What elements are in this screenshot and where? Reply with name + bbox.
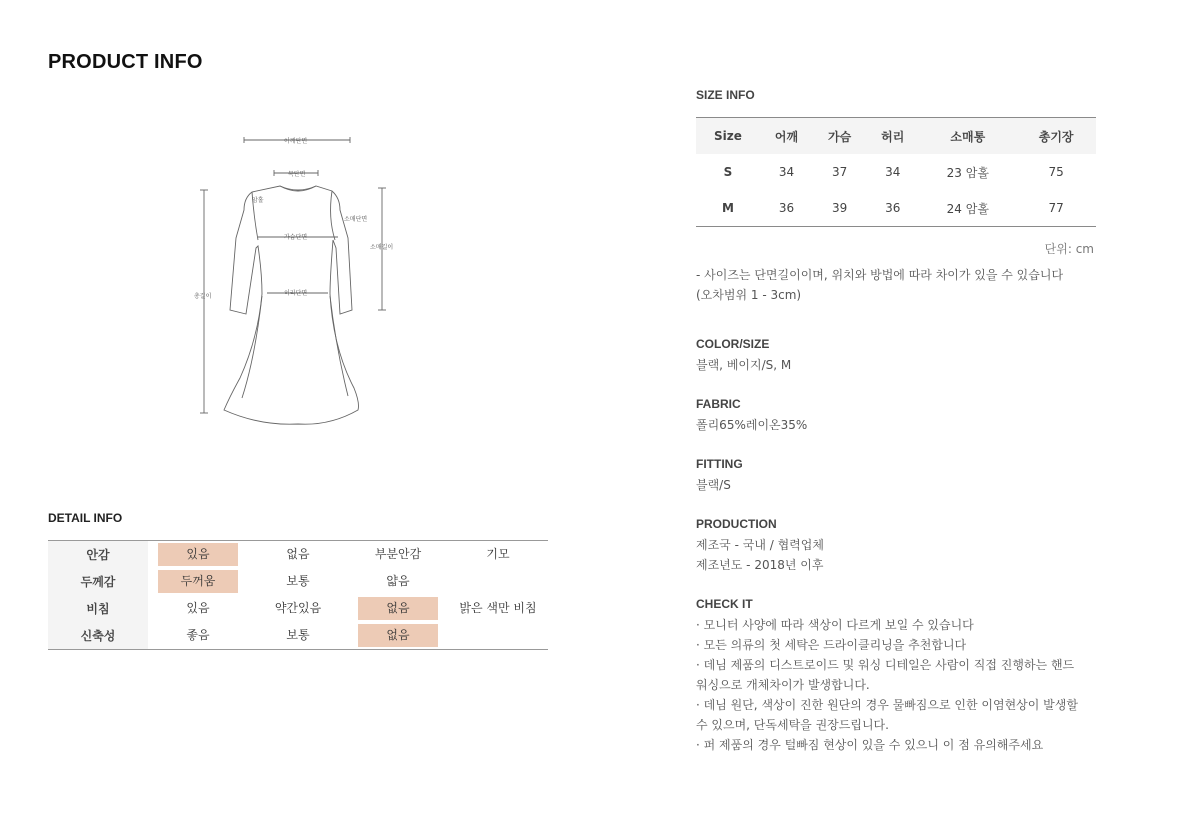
size-value-cell: 39 bbox=[831, 201, 848, 215]
check-it-line-5: · 데님 원단, 색상이 진한 원단의 경우 물빠짐으로 인한 이염현상이 발생할 bbox=[696, 698, 1078, 712]
detail-option-selected: 없음 bbox=[358, 624, 438, 647]
size-header-cell: 총기장 bbox=[1016, 118, 1096, 155]
color-size-title: COLOR/SIZE bbox=[696, 337, 770, 351]
production-title: PRODUCTION bbox=[696, 517, 777, 531]
size-value-cell: 23 암홀 bbox=[946, 165, 989, 180]
detail-row-label: 신축성 bbox=[48, 622, 148, 650]
check-it-line-6: 수 있으며, 단독세탁을 권장드립니다. bbox=[696, 718, 889, 732]
detail-option: 부분안감 bbox=[374, 547, 422, 561]
size-header-cell: Size bbox=[696, 118, 760, 155]
size-value-cell: 77 bbox=[1048, 201, 1064, 215]
detail-option: 좋음 bbox=[186, 628, 210, 642]
size-header-cell: 소매통 bbox=[919, 118, 1016, 155]
fitting-value: 블랙/S bbox=[696, 478, 731, 492]
detail-row-label: 안감 bbox=[48, 541, 148, 569]
detail-row-label: 비침 bbox=[48, 595, 148, 622]
chest-label: 가슴단면 bbox=[284, 234, 308, 241]
detail-option-cell bbox=[348, 568, 448, 595]
check-it-title: CHECK IT bbox=[696, 597, 753, 611]
production-line-2: 제조년도 - 2018년 이후 bbox=[696, 558, 824, 572]
detail-option-cell bbox=[448, 541, 548, 569]
page-title: PRODUCT INFO bbox=[48, 51, 203, 73]
detail-option-cell bbox=[148, 595, 248, 622]
detail-option-selected: 두꺼움 bbox=[158, 570, 238, 593]
detail-option: 얇음 bbox=[386, 574, 410, 588]
detail-row bbox=[48, 568, 548, 595]
detail-option: 약간있음 bbox=[274, 601, 322, 615]
garment-diagram bbox=[180, 128, 420, 428]
detail-option-cell bbox=[148, 568, 248, 595]
check-it-line-4: 워싱으로 개체차이가 발생합니다. bbox=[696, 678, 870, 692]
detail-option-cell bbox=[448, 568, 548, 595]
check-it-line-7: · 퍼 제품의 경우 털빠짐 현상이 있을 수 있으니 이 점 유의해주세요 bbox=[696, 738, 1044, 752]
detail-option bbox=[458, 623, 538, 646]
fabric-value: 폴리65%레이온35% bbox=[696, 418, 808, 432]
size-value-cell: 34 bbox=[778, 165, 795, 179]
detail-option-cell bbox=[448, 595, 548, 622]
total-length-label: 총길이 bbox=[194, 293, 212, 300]
color-size-value: 블랙, 베이지/S, M bbox=[696, 358, 792, 372]
fabric-title: FABRIC bbox=[696, 397, 741, 411]
detail-row bbox=[48, 595, 548, 622]
detail-option: 없음 bbox=[286, 547, 310, 561]
size-note-line-2: (오차범위 1 - 3cm) bbox=[696, 288, 802, 302]
detail-option: 밝은 색만 비침 bbox=[459, 601, 537, 615]
size-unit: 단위: cm bbox=[1044, 242, 1094, 256]
size-row bbox=[696, 190, 1096, 227]
size-note-line-1: - 사이즈는 단면길이이며, 위치와 방법에 따라 차이가 있을 수 있습니다 bbox=[696, 268, 1064, 282]
check-it-line-1: · 모니터 사양에 따라 색상이 다르게 보일 수 있습니다 bbox=[696, 618, 974, 632]
detail-row bbox=[48, 541, 548, 569]
check-it-line-3: · 데님 제품의 디스트로이드 및 워싱 디테일은 사람이 직접 진행하는 핸드 bbox=[696, 658, 1075, 672]
detail-option: 보통 bbox=[286, 628, 310, 642]
detail-row-label: 두께감 bbox=[48, 568, 148, 595]
detail-option-cell bbox=[348, 622, 448, 650]
shoulder-label: 어깨단면 bbox=[284, 138, 308, 145]
size-value-cell: 34 bbox=[885, 165, 901, 179]
check-it-line-2: · 모든 의류의 첫 세탁은 드라이클리닝을 추천합니다 bbox=[696, 638, 967, 652]
neck-label: 목단면 bbox=[288, 171, 306, 178]
detail-option-cell bbox=[348, 595, 448, 622]
size-header-cell: 가슴 bbox=[813, 118, 866, 155]
production-line-1: 제조국 - 국내 / 협력업체 bbox=[696, 538, 824, 552]
detail-option-cell bbox=[248, 622, 348, 650]
detail-option-cell bbox=[248, 568, 348, 595]
detail-option-cell bbox=[148, 541, 248, 569]
size-label-cell: S bbox=[723, 165, 733, 179]
detail-option-cell bbox=[448, 622, 548, 650]
detail-option: 보통 bbox=[286, 574, 310, 588]
size-value-cell: 24 암홀 bbox=[946, 201, 989, 216]
size-header-cell: 허리 bbox=[866, 118, 919, 155]
sleeve-length-label: 소매길이 bbox=[370, 244, 394, 251]
waist-label: 허리단면 bbox=[284, 290, 308, 297]
detail-row bbox=[48, 622, 548, 650]
detail-info-table bbox=[48, 540, 548, 650]
fitting-title: FITTING bbox=[696, 457, 743, 471]
detail-option-cell bbox=[248, 595, 348, 622]
size-info-title: SIZE INFO bbox=[696, 88, 755, 102]
size-row bbox=[696, 154, 1096, 190]
detail-option: 기모 bbox=[486, 547, 510, 561]
sleeve-width-label: 소매단면 bbox=[344, 216, 368, 223]
detail-info-title: DETAIL INFO bbox=[48, 511, 123, 525]
armhole-label: 암홀 bbox=[252, 197, 264, 204]
size-value-cell: 75 bbox=[1048, 165, 1064, 179]
detail-option-cell bbox=[248, 541, 348, 569]
size-value-cell: 36 bbox=[778, 201, 795, 215]
detail-option-selected: 없음 bbox=[358, 597, 438, 620]
size-label-cell: M bbox=[721, 201, 734, 215]
detail-option-selected: 있음 bbox=[158, 543, 238, 566]
size-table bbox=[696, 117, 1096, 227]
size-header-cell: 어깨 bbox=[760, 118, 813, 155]
detail-option-cell bbox=[348, 541, 448, 569]
detail-option: 있음 bbox=[186, 601, 210, 615]
size-value-cell: 37 bbox=[831, 165, 848, 179]
detail-option-cell bbox=[148, 622, 248, 650]
detail-option bbox=[458, 569, 538, 592]
size-value-cell: 36 bbox=[885, 201, 901, 215]
